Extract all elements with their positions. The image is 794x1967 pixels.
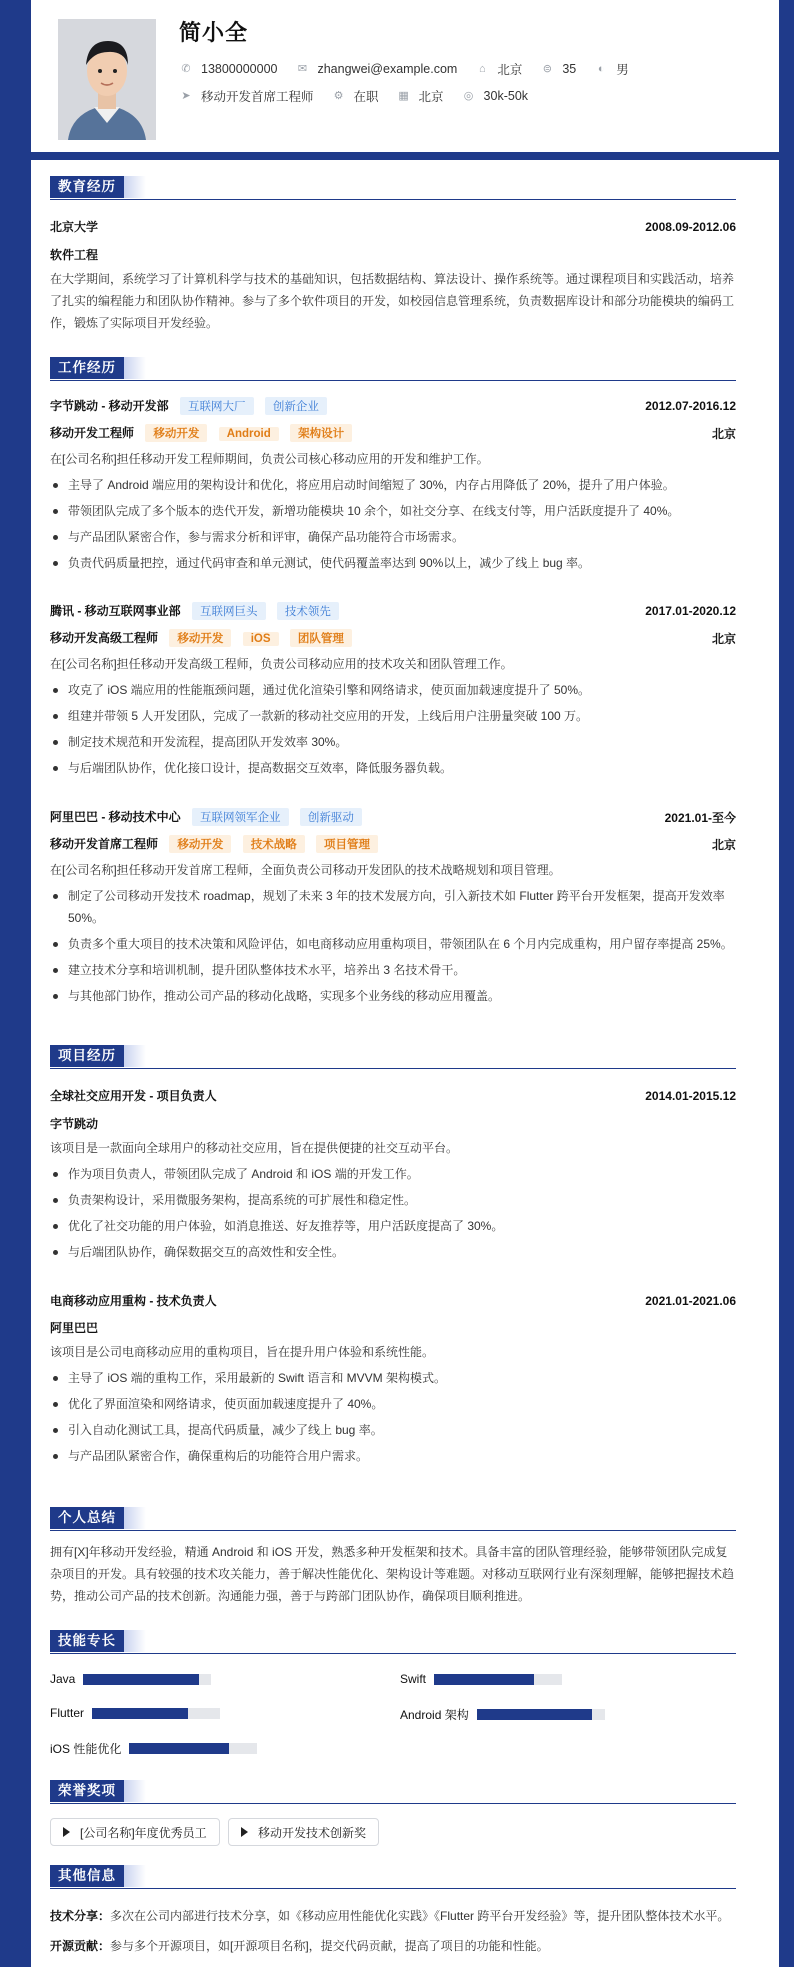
section-header [50, 1630, 736, 1654]
project-bullets [50, 1163, 736, 1267]
job-intro: 在[公司名称]担任移动开发高级工程师，负责公司移动应用的技术攻关和团队管理工作。 [50, 657, 513, 671]
list-item: 组建并带领 5 人开发团队，完成了一款新的移动社交应用的开发，上线后用户注册量突破 100 万。 [50, 705, 736, 727]
gear-icon: ⚙ [333, 90, 344, 102]
target-city-item [397, 87, 444, 105]
school-name: 北京大学 [50, 220, 99, 234]
list-item: 与产品团队紧密合作，参与需求分析和评审，确保产品功能符合市场需求。 [50, 526, 736, 548]
home-icon: ⌂ [479, 63, 486, 75]
skill-bar [477, 1709, 605, 1720]
job-intro: 在[公司名称]担任移动开发工程师期间，负责公司核心移动应用的开发和维护工作。 [50, 452, 489, 466]
project-date: 2014.01-2015.12 [645, 1088, 736, 1103]
status-item [332, 87, 379, 105]
job-title: 移动开发首席工程师 [50, 837, 159, 851]
skill-tag: Android [219, 427, 279, 441]
section-title: 教育经历 [50, 176, 124, 198]
section-title: 荣誉奖项 [50, 1780, 124, 1802]
section-title: 工作经历 [50, 357, 124, 379]
summary-section [50, 1507, 736, 1627]
skill-bar [83, 1674, 211, 1685]
project-row [50, 1292, 736, 1309]
job-bullets [50, 885, 736, 1011]
gender-icon: ◐ [597, 63, 605, 75]
project-intro: 该项目是一款面向全球用户的移动社交应用，旨在提供便捷的社交互动平台。 [50, 1141, 459, 1155]
education-description: 在大学期间，系统学习了计算机科学与技术的基础知识，包括数据结构、算法设计、操作系统等。通过课程项目和实践活动，培养了扎实的编程能力和团队协作精神。参与了多个软件项目的开发，如校园信息管理系统，负责数据库设计和部分功能模块的编码工作，锻炼了实际项目开发经验。 [50, 272, 735, 330]
job-date: 2021.01-至今 [664, 810, 736, 825]
profile-photo [58, 19, 156, 140]
company-tag: 创新企业 [265, 397, 327, 415]
company-name: 腾讯 - 移动互联网事业部 [50, 604, 181, 618]
skill-bar [434, 1674, 562, 1685]
skill-tag: 移动开发 [145, 424, 207, 442]
job-company-row [50, 602, 736, 620]
education-date: 2008.09-2012.06 [645, 219, 736, 234]
section-divider [50, 1803, 736, 1804]
list-item: 与后端团队协作，优化接口设计，提高数据交互效率，降低服务器负载。 [50, 757, 736, 779]
candidate-name: 简小全 [179, 20, 249, 45]
skills-section [50, 1630, 736, 1760]
skill-bar [92, 1708, 220, 1719]
city-value: 北京 [497, 63, 523, 77]
skill-item [400, 1706, 605, 1723]
skill-name: Java [50, 1672, 76, 1686]
list-item: 建立技术分享和培训机制，提升团队整体技术水平，培养出 3 名技术骨干。 [50, 959, 736, 981]
header-bottom-band [0, 152, 794, 160]
list-item: 制定了公司移动开发技术 roadmap，规划了未来 3 年的技术发展方向，引入新技术如 Flutter 跨平台开发框架，提高开发效率 50%。 [50, 885, 736, 929]
project-name: 电商移动应用重构 - 技术负责人 [50, 1294, 217, 1308]
skill-name: iOS 性能优化 [50, 1742, 122, 1756]
project-name: 全球社交应用开发 - 项目负责人 [50, 1089, 217, 1103]
section-title: 技能专长 [50, 1630, 124, 1652]
other-section [50, 1865, 736, 1965]
section-title: 其他信息 [50, 1865, 124, 1887]
section-header [50, 1865, 736, 1889]
position-item [179, 87, 314, 105]
list-item: 优化了界面渲染和网络请求，使页面加载速度提升了 40%。 [50, 1393, 736, 1415]
job-date: 2017.01-2020.12 [645, 604, 736, 618]
frame-left-band [0, 0, 31, 1967]
award-name: 移动开发技术创新奖 [258, 1825, 367, 1840]
age-item [540, 62, 576, 76]
list-item: 负责多个重大项目的技术决策和风险评估，如电商移动应用重构项目，带领团队在 6 个月内完成重构，用户留存率提高 25%。 [50, 933, 736, 955]
company-tag: 技术领先 [277, 602, 339, 620]
other-label: 技术分享： [50, 1909, 111, 1923]
list-item: 主导了 Android 端应用的架构设计和优化，将应用启动时间缩短了 30%，内存占用降低了 20%，提升了用户体验。 [50, 474, 736, 496]
skill-tag: 项目管理 [316, 835, 378, 853]
list-item: 与产品团队紧密合作，确保重构后的功能符合用户需求。 [50, 1445, 736, 1467]
send-icon: ➤ [181, 90, 191, 102]
gender-item [594, 60, 629, 78]
resume-header [31, 0, 779, 152]
skill-bar-fill [477, 1709, 592, 1720]
skill-bar-fill [83, 1674, 198, 1685]
list-item: 制定技术规范和开发流程，提高团队开发效率 30%。 [50, 731, 736, 753]
section-header [50, 176, 736, 200]
job-intent-row [179, 87, 546, 105]
job-date: 2012.07-2016.12 [645, 399, 736, 413]
section-header [50, 1507, 736, 1531]
section-divider [50, 1888, 736, 1889]
gender-value: 男 [616, 63, 629, 77]
skill-tag: 移动开发 [169, 835, 231, 853]
company-tag: 互联网大厂 [180, 397, 254, 415]
project-company: 字节跳动 [50, 1117, 99, 1131]
list-item: 优化了社交功能的用户体验，如消息推送、好友推荐等，用户活跃度提高了 30%。 [50, 1215, 736, 1237]
skill-bar-fill [92, 1708, 188, 1719]
building-icon: ▦ [398, 90, 409, 102]
education-section [50, 176, 736, 354]
target-city-value: 北京 [418, 90, 444, 104]
age-value: 35 [562, 62, 577, 76]
job-title-row [50, 424, 736, 442]
list-item: 作为项目负责人，带领团队完成了 Android 和 iOS 端的开发工作。 [50, 1163, 736, 1185]
award-name: [公司名称]年度优秀员工 [80, 1825, 207, 1840]
skill-tag: 团队管理 [290, 629, 352, 647]
project-company: 阿里巴巴 [50, 1321, 99, 1335]
section-header [50, 357, 736, 381]
skill-bar-fill [129, 1743, 229, 1754]
section-title: 项目经历 [50, 1045, 124, 1067]
education-row [50, 218, 736, 235]
list-item: 主导了 iOS 端的重构工作，采用最新的 Swift 语言和 MVVM 架构模式。 [50, 1367, 736, 1389]
list-item: 攻克了 iOS 端应用的性能瓶颈问题，通过优化渲染引擎和网络请求，使页面加载速度提升了 50%。 [50, 679, 736, 701]
section-divider [50, 380, 736, 381]
other-label: 开源贡献： [50, 1939, 111, 1953]
job-company-row [50, 397, 736, 415]
portrait-illustration [58, 19, 156, 140]
job-title-row [50, 835, 736, 853]
play-icon [241, 1827, 248, 1837]
section-header [50, 1045, 736, 1069]
company-tag: 互联网领军企业 [192, 808, 289, 826]
major-name: 软件工程 [50, 248, 99, 262]
job-bullets [50, 679, 736, 783]
project-row [50, 1087, 736, 1104]
project-company-row [50, 1319, 736, 1336]
award-chip [228, 1818, 379, 1846]
section-divider [50, 1068, 736, 1069]
list-item: 负责架构设计，采用微服务架构，提高系统的可扩展性和稳定性。 [50, 1189, 736, 1211]
skill-tag: 技术战略 [243, 835, 305, 853]
job-city: 北京 [711, 837, 736, 852]
skill-item [50, 1740, 257, 1757]
contact-row [179, 60, 647, 78]
section-divider [50, 1530, 736, 1531]
section-divider [50, 199, 736, 200]
skill-name: Swift [400, 1672, 427, 1686]
play-icon [63, 1827, 70, 1837]
major-row [50, 246, 736, 263]
project-bullets [50, 1367, 736, 1471]
other-item [50, 1907, 736, 1924]
company-name: 阿里巴巴 - 移动技术中心 [50, 810, 181, 824]
frame-right-band [779, 0, 794, 1967]
award-chip [50, 1818, 220, 1846]
skill-name: Android 架构 [400, 1708, 469, 1722]
job-company-row [50, 808, 736, 826]
skill-item [50, 1706, 220, 1720]
project-date: 2021.01-2021.06 [645, 1293, 736, 1308]
phone-value: 13800000000 [201, 62, 278, 76]
skill-name: Flutter [50, 1706, 85, 1720]
phone-item [179, 62, 277, 76]
awards-section [50, 1780, 736, 1860]
phone-icon: ✆ [181, 63, 191, 75]
skill-bar-fill [434, 1674, 534, 1685]
summary-text: 拥有[X]年移动开发经验，精通 Android 和 iOS 开发，熟悉多种开发框架和技术。具备丰富的团队管理经验，能够带领团队完成复杂项目的开发。具有较强的技术攻关能力，善于解决性能优化、架构设计等难题。对移动互联网行业有深刻理解，能够把握技术趋势，推动公司产品的技术创新。沟通能力强，善于与跨部门团队协作，确保项目顺利推进。 [50, 1545, 735, 1603]
status-value: 在职 [353, 90, 379, 104]
skill-item [400, 1672, 562, 1686]
salary-item [462, 89, 528, 103]
email-item [295, 62, 457, 76]
skill-tag: 架构设计 [290, 424, 352, 442]
other-text: 参与多个开源项目，如[开源项目名称]，提交代码贡献，提高了项目的功能和性能。 [110, 1939, 549, 1953]
mail-icon: ✉ [297, 63, 308, 75]
project-intro: 该项目是公司电商移动应用的重构项目，旨在提升用户体验和系统性能。 [50, 1345, 435, 1359]
position-value: 移动开发首席工程师 [201, 90, 314, 104]
job-intro: 在[公司名称]担任移动开发首席工程师，全面负责公司移动开发团队的技术战略规划和项目管理。 [50, 863, 561, 877]
skill-item [50, 1672, 211, 1686]
skill-tag: 移动开发 [169, 629, 231, 647]
list-item: 与后端团队协作，确保数据交互的高效性和安全性。 [50, 1241, 736, 1263]
company-tag: 互联网巨头 [192, 602, 266, 620]
job-city: 北京 [711, 631, 736, 646]
job-title-row [50, 629, 736, 647]
cake-icon: ⊜ [542, 63, 552, 75]
skill-tag: iOS [243, 632, 279, 646]
other-item [50, 1937, 736, 1954]
skill-bar [129, 1743, 257, 1754]
job-city: 北京 [711, 426, 736, 441]
city-item [475, 60, 522, 78]
section-title: 个人总结 [50, 1507, 124, 1529]
company-name: 字节跳动 - 移动开发部 [50, 399, 169, 413]
email-value: zhangwei@example.com [317, 62, 458, 76]
job-title: 移动开发高级工程师 [50, 631, 159, 645]
job-title: 移动开发工程师 [50, 426, 135, 440]
job-bullets [50, 474, 736, 578]
other-text: 多次在公司内部进行技术分享，如《移动应用性能优化实践》《Flutter 跨平台开发经验》等，提升团队整体技术水平。 [110, 1909, 730, 1923]
list-item: 负责代码质量把控，通过代码审查和单元测试，使代码覆盖率达到 90%以上，减少了线上 bug 率。 [50, 552, 736, 574]
project-company-row [50, 1115, 736, 1132]
section-header [50, 1780, 736, 1804]
coin-icon: ◎ [463, 90, 474, 102]
list-item: 与其他部门协作，推动公司产品的移动化战略，实现多个业务线的移动应用覆盖。 [50, 985, 736, 1007]
list-item: 引入自动化测试工具，提高代码质量，减少了线上 bug 率。 [50, 1419, 736, 1441]
salary-value: 30k-50k [483, 89, 529, 103]
list-item: 带领团队完成了多个版本的迭代开发，新增功能模块 10 余个，如社交分享、在线支付等，用户活跃度提升了 40%。 [50, 500, 736, 522]
company-tag: 创新驱动 [300, 808, 362, 826]
section-divider [50, 1653, 736, 1654]
